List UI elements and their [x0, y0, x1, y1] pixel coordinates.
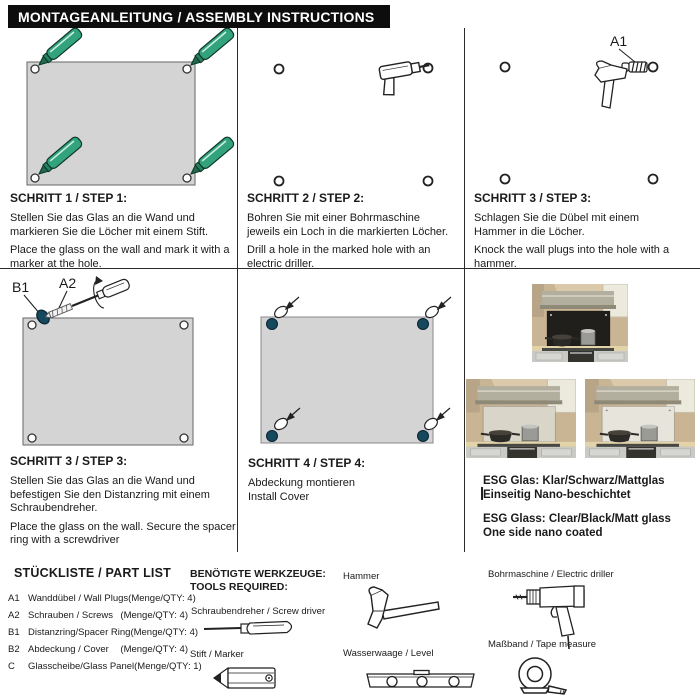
step3-de: Schlagen Sie die Dübel mit einem Hammer in die Löcher. [474, 212, 640, 238]
step2-diagram [237, 28, 464, 193]
part-name: Glasscheibe/Glass Panel [28, 661, 135, 672]
title-banner [8, 5, 390, 28]
glass-panel [23, 318, 193, 445]
pencil-icon [212, 665, 282, 691]
part-list [8, 566, 202, 675]
glass-info [483, 474, 695, 540]
step1-text [10, 192, 232, 276]
part-code: B1 [8, 627, 20, 638]
tools-heading [190, 568, 326, 594]
spacer [483, 502, 695, 512]
step2-heading: SCHRITT 2 / STEP 2: [247, 191, 365, 205]
glass-info-en-1: ESG Glass: Clear/Black/Matt glass [483, 513, 671, 525]
step3b-en: Place the glass on the wall. Secure the spacer ring with a screwdriver [10, 520, 236, 546]
product-photo-black-glass [532, 284, 628, 362]
tool-label-level: Wasserwaage / Level [343, 648, 434, 659]
step4-diagram [237, 268, 467, 454]
part-name: Abdeckung / Cover [28, 644, 109, 655]
marker-pen-icon [187, 28, 235, 70]
tape-measure-icon [512, 656, 570, 698]
glass-info-de-1: ESG Glas: Klar/Schwarz/Mattglas [483, 475, 665, 487]
tools-heading-de: BENÖTIGTE WERKZEUGE: [190, 568, 326, 580]
drill-holes [501, 63, 658, 184]
screwdriver-icon [203, 619, 298, 636]
page-title: MONTAGEANLEITUNG / ASSEMBLY INSTRUCTIONS [18, 8, 375, 25]
part-qty: (Menge/QTY: 4) [130, 627, 199, 638]
part-code: A2 [8, 610, 20, 621]
part-code: B2 [8, 644, 20, 655]
step2-text [247, 192, 454, 276]
part-list-row [8, 590, 196, 607]
part-name: Wanddübel / Wall Plugs [28, 593, 129, 604]
part-qty: (Menge/QTY: 4) [120, 610, 188, 621]
product-photo-matt-glass [466, 379, 576, 458]
step3-diagram [464, 28, 700, 193]
step4-text [248, 457, 448, 509]
step2-de: Bohren Sie mit einer Bohrmaschine jeweils ein Loch in die markierten Löcher. [247, 212, 449, 238]
text-cursor-artifact [481, 487, 483, 500]
label-a1: A1 [610, 33, 628, 49]
product-photo-clear-glass [585, 379, 695, 458]
part-qty: (Menge/QTY: 1) [134, 661, 202, 672]
part-name: Distanzring/Spacer Ring [28, 627, 131, 638]
tool-label-marker: Stift / Marker [190, 649, 244, 660]
step3-heading: SCHRITT 3 / STEP 3: [474, 191, 592, 205]
glass-info-en-2: One side nano coated [483, 527, 603, 539]
label-b1: B1 [12, 279, 30, 295]
part-code: A1 [8, 593, 20, 604]
step1-en: Place the glass on the wall and mark it with a marker at the hole. [10, 244, 230, 270]
part-list-row [8, 624, 199, 641]
label-a1-leader [619, 49, 635, 62]
part-list-heading: STÜCKLISTE / PART LIST [14, 566, 171, 580]
step1-diagram [0, 28, 237, 193]
hammer-icon [595, 61, 627, 108]
part-code: C [8, 661, 15, 672]
part-list-row [8, 641, 188, 658]
tool-label-hammer: Hammer [343, 571, 380, 582]
step1-de: Stellen Sie das Glas an die Wand und markieren Sie die Löcher mit einem Stift. [10, 212, 209, 238]
step4-de: Abdeckung montieren [248, 477, 356, 489]
step4-heading: SCHRITT 4 / STEP 4: [248, 456, 366, 470]
step3-en: Knock the wall plugs into the hole with a hammer. [474, 244, 670, 270]
screw-icon [44, 304, 72, 320]
step3b-de: Stellen Sie das Glas an die Wand und befestigen Sie den Distanzring mit einem Schraubendreher. [10, 475, 210, 514]
part-list-row [8, 607, 188, 624]
part-name: Schrauben / Screws [28, 610, 114, 621]
label-a2: A2 [59, 275, 77, 291]
step2-en: Drill a hole in the marked hole with an electric driller. [247, 244, 431, 270]
step3-text [474, 192, 676, 276]
step3b-text [10, 455, 237, 553]
tools-heading-en: TOOLS REQUIRED: [190, 581, 288, 593]
glass-info-de-2: Einseitig Nano-beschichtet [483, 489, 631, 501]
part-qty: (Menge/QTY: 4) [128, 593, 196, 604]
hammer-icon [358, 586, 443, 640]
part-list-row [8, 658, 202, 675]
tool-label-screwdriver: Schraubendreher / Screw driver [191, 606, 326, 617]
step1-heading: SCHRITT 1 / STEP 1: [10, 191, 128, 205]
level-icon [364, 669, 476, 689]
tool-label-tape-measure: Maßband / Tape measure [488, 639, 597, 650]
step4-en: Install Cover [248, 490, 310, 503]
tool-label-drill: Bohrmaschine / Electric driller [488, 569, 614, 580]
drill-holes [275, 64, 433, 186]
step3b-diagram [0, 268, 237, 454]
part-qty: (Menge/QTY: 4) [120, 644, 188, 655]
step3b-heading: SCHRITT 3 / STEP 3: [10, 454, 128, 468]
